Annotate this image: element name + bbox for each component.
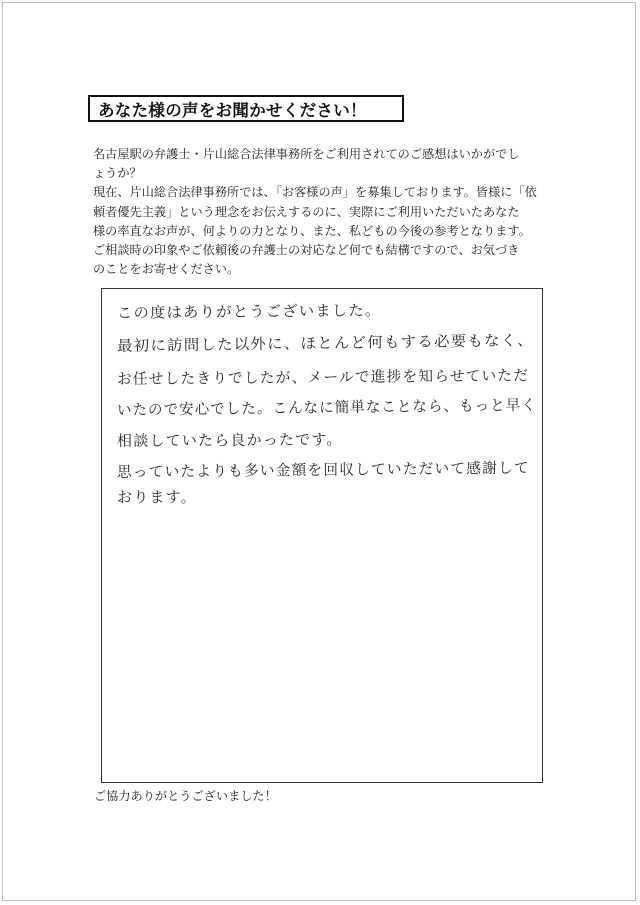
- intro-line: のことをお寄せください。: [93, 262, 240, 277]
- handwritten-line: いたので安心でした。こんなに簡単なことなら、もっと早く: [116, 395, 537, 419]
- intro-line: ょうか？: [93, 166, 142, 181]
- handwritten-line: お任せしたきりでしたが、メールで進捗を知らせていただ: [116, 366, 530, 388]
- intro-text: [93, 145, 563, 279]
- page-title: あなた様の声をお聞かせください！: [88, 95, 404, 122]
- handwritten-line: 最初に訪問した以外に、ほとんど何もする必要もなく、: [116, 331, 534, 355]
- intro-line: ご相談時の印象やご依頼後の弁護士の対応など何でも結構ですので、お気づき: [93, 243, 520, 258]
- comment-box: [101, 288, 543, 783]
- intro-line: 頼者優先主義」という理念をお伝えするのに、実際にご利用いただいたあなた: [93, 204, 520, 219]
- thanks-note: ご協力ありがとうございました！: [94, 789, 277, 803]
- intro-line: 様の率直なお声が、何よりの力となり、また、私どもの今後の参考となります。: [93, 223, 531, 238]
- intro-line: 名古屋駅の弁護士・片山総合法律事務所をご利用されてのご感想はいかがでし: [93, 147, 520, 161]
- handwritten-line: この度はありがとうございました。: [116, 301, 382, 322]
- intro-line: 現在、片山総合法律事務所では、「お客様の声」を募集しております。皆様に「依: [93, 185, 537, 200]
- handwritten-line: 思っていたよりも多い金額を回収していただいて感謝して: [116, 458, 530, 481]
- handwritten-line: おります。: [117, 488, 197, 506]
- handwritten-line: 相談していたら良かったです。: [116, 430, 343, 450]
